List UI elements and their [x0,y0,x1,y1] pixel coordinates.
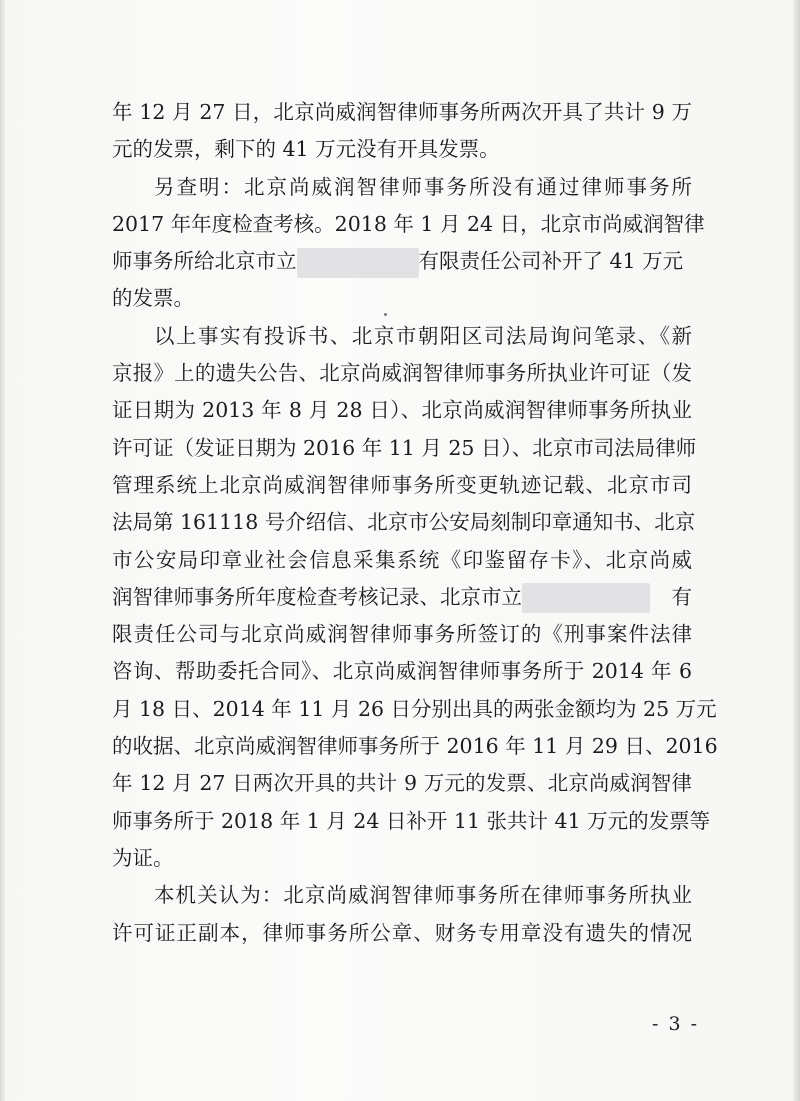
text-line: 京报》上的遗失公告、北京尚威润智律师事务所执业许可证（发 [112,361,692,386]
text-segment: 有限责任公司补开了 41 万元 [418,249,684,274]
text-line-redacted [112,579,692,616]
text-line: 的发票。 [112,286,194,311]
text-segment: 润智律师事务所年度检查考核记录、北京市立 [112,584,522,609]
text-line: 另查明：北京尚威润智律师事务所没有通过律师事务所 [154,174,692,199]
text-line: 月 18 日、2014 年 11 月 26 日分别出具的两张金额均为 25 万元 [112,696,717,721]
text-segment: 师事务所给北京市立 [112,249,297,274]
body-text [112,94,718,952]
scan-edge-left [0,0,5,1101]
redaction-box [297,248,419,278]
text-line: 的收据、北京尚威润智律师事务所于 2016 年 11 月 29 日、2016 [112,734,718,759]
text-line: 许可证正副本，律师事务所公章、财务专用章没有遗失的情况 [112,920,692,945]
text-line: 许可证（发证日期为 2016 年 11 月 25 日）、北京市司法局律师 [112,435,697,460]
text-line: 以上事实有投诉书、北京市朝阳区司法局询问笔录、《新 [154,323,692,348]
scan-edge-right [793,0,800,1101]
text-line: 2017 年年度检查考核。2018 年 1 月 24 日，北京市尚威润智律 [112,211,705,236]
text-segment: 有 [671,584,692,609]
text-line: 元的发票，剩下的 41 万元没有开具发票。 [112,137,500,162]
text-line: 市公安局印章业社会信息采集系统《印鉴留存卡》、北京尚威 [112,547,692,572]
text-line: 为证。 [112,845,174,870]
redaction-box [522,583,650,613]
text-line: 证日期为 2013 年 8 月 28 日）、北京尚威润智律师事务所执业 [112,398,692,423]
text-line: 师事务所于 2018 年 1 月 24 日补开 11 张共计 41 万元的发票等 [112,808,711,833]
text-line: 法局第 161118 号介绍信、北京市公安局刻制印章通知书、北京 [112,510,696,535]
text-line: 年 12 月 27 日，北京尚威润智律师事务所两次开具了共计 9 万 [112,100,692,124]
text-line: 本机关认为：北京尚威润智律师事务所在律师事务所执业 [154,883,692,908]
text-line: 管理系统上北京尚威润智律师事务所变更轨迹记载、北京市司 [112,472,692,497]
page-number: - 3 - [652,1013,700,1035]
text-line: 咨询、帮助委托合同》、北京尚威润智律师事务所于 2014 年 6 [112,659,692,684]
text-line: 限责任公司与北京尚威润智律师事务所签订的《刑事案件法律 [112,622,692,647]
text-line: 年 12 月 27 日两次开具的共计 9 万元的发票、北京尚威润智律 [112,771,692,796]
text-line-redacted [112,243,692,280]
